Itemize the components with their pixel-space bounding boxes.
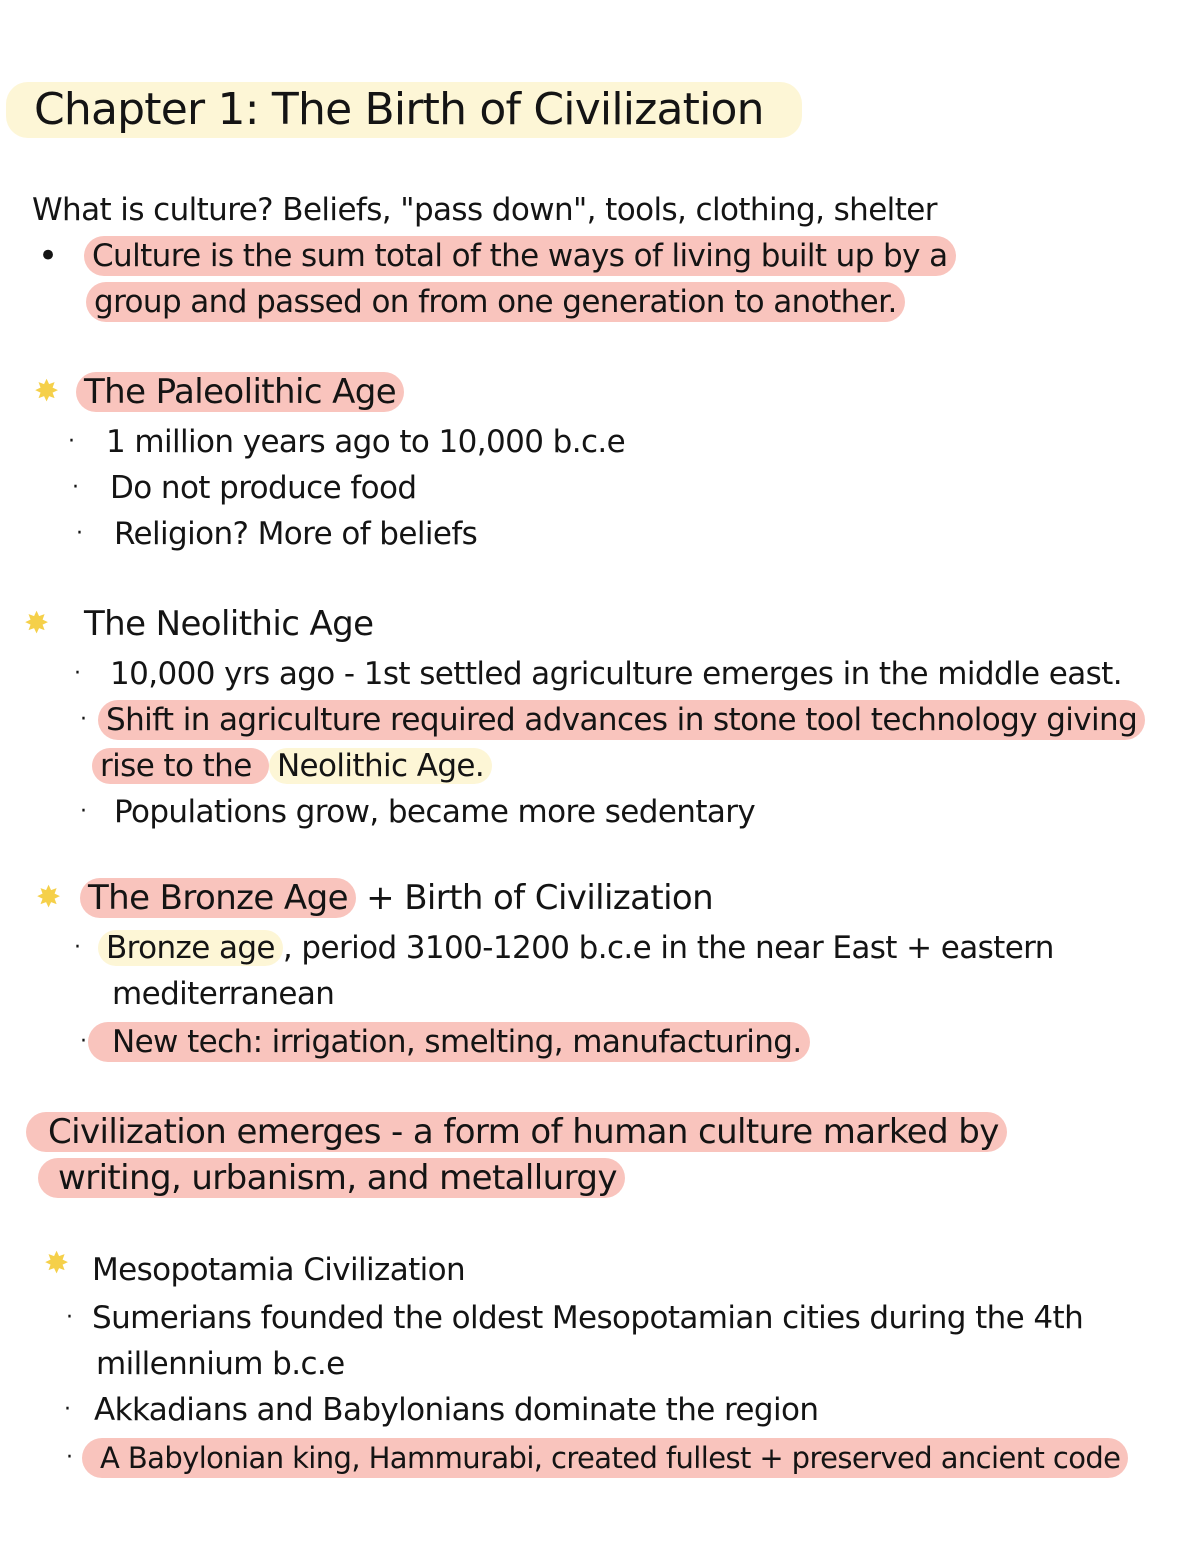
mesopotamia-item: Akkadians and Babylonians dominate the region [94, 1392, 819, 1428]
mesopotamia-item: A Babylonian king, Hammurabi, created fullest + preserved ancient code [82, 1438, 1128, 1478]
bullet-dot: · [74, 661, 81, 686]
paleolithic-item: Do not produce food [110, 470, 417, 506]
highlight-pink: rise to the [92, 748, 269, 784]
bronze-item-line1 [98, 928, 1054, 968]
bullet-dot: · [80, 1029, 87, 1054]
culture-definition-line1: Culture is the sum total of the ways of living built up by a [84, 236, 956, 276]
highlight-pink: The Bronze Age [80, 878, 356, 918]
neolithic-item: Populations grow, became more sedentary [114, 794, 756, 830]
bronze-heading [80, 878, 713, 918]
civilization-definition-line2: writing, urbanism, and metallurgy [38, 1158, 625, 1198]
star-icon: ✸ [44, 1246, 70, 1281]
mesopotamia-heading: Mesopotamia Civilization [92, 1252, 466, 1288]
paleolithic-item: 1 million years ago to 10,000 b.c.e [106, 424, 626, 460]
neolithic-heading: The Neolithic Age [84, 604, 374, 644]
bullet-dot: · [66, 1305, 73, 1330]
bullet-dot: · [68, 429, 75, 454]
bullet-dot: • [38, 236, 59, 276]
bullet-dot: · [72, 475, 79, 500]
highlight-yellow: Bronze age [98, 930, 283, 966]
bronze-item-rest: , period 3100-1200 b.c.e in the near East + eastern [282, 930, 1054, 966]
star-icon: ✸ [24, 606, 50, 641]
bullet-dot: · [80, 707, 87, 732]
star-icon: ✸ [36, 880, 62, 915]
bullet-dot: · [64, 1397, 71, 1422]
paleolithic-item: Religion? More of beliefs [114, 516, 478, 552]
culture-definition-line2: group and passed on from one generation to another. [86, 282, 905, 322]
neolithic-item: 10,000 yrs ago - 1st settled agriculture emerges in the middle east. [110, 656, 1122, 692]
bullet-dot: · [76, 521, 83, 546]
page-title: Chapter 1: The Birth of Civilization [6, 82, 802, 138]
mesopotamia-item-line2: millennium b.c.e [96, 1346, 345, 1382]
bronze-heading-rest: + Birth of Civilization [355, 878, 714, 918]
bronze-item: New tech: irrigation, smelting, manufacturing. [88, 1022, 810, 1062]
culture-question: What is culture? Beliefs, "pass down", tools, clothing, shelter [32, 192, 937, 228]
highlight-yellow: Neolithic Age. [269, 748, 492, 784]
bullet-dot: · [74, 935, 81, 960]
paleolithic-heading: The Paleolithic Age [76, 372, 404, 412]
bronze-item-line2: mediterranean [112, 976, 335, 1012]
neolithic-item-line1: Shift in agriculture required advances in stone tool technology giving [98, 700, 1145, 740]
bullet-dot: · [80, 799, 87, 824]
neolithic-item-line2 [92, 746, 492, 786]
civilization-definition-line1: Civilization emerges - a form of human culture marked by [26, 1112, 1007, 1152]
star-icon: ✸ [34, 374, 60, 409]
bullet-dot: · [66, 1445, 73, 1470]
mesopotamia-item-line1: Sumerians founded the oldest Mesopotamian cities during the 4th [92, 1300, 1084, 1336]
